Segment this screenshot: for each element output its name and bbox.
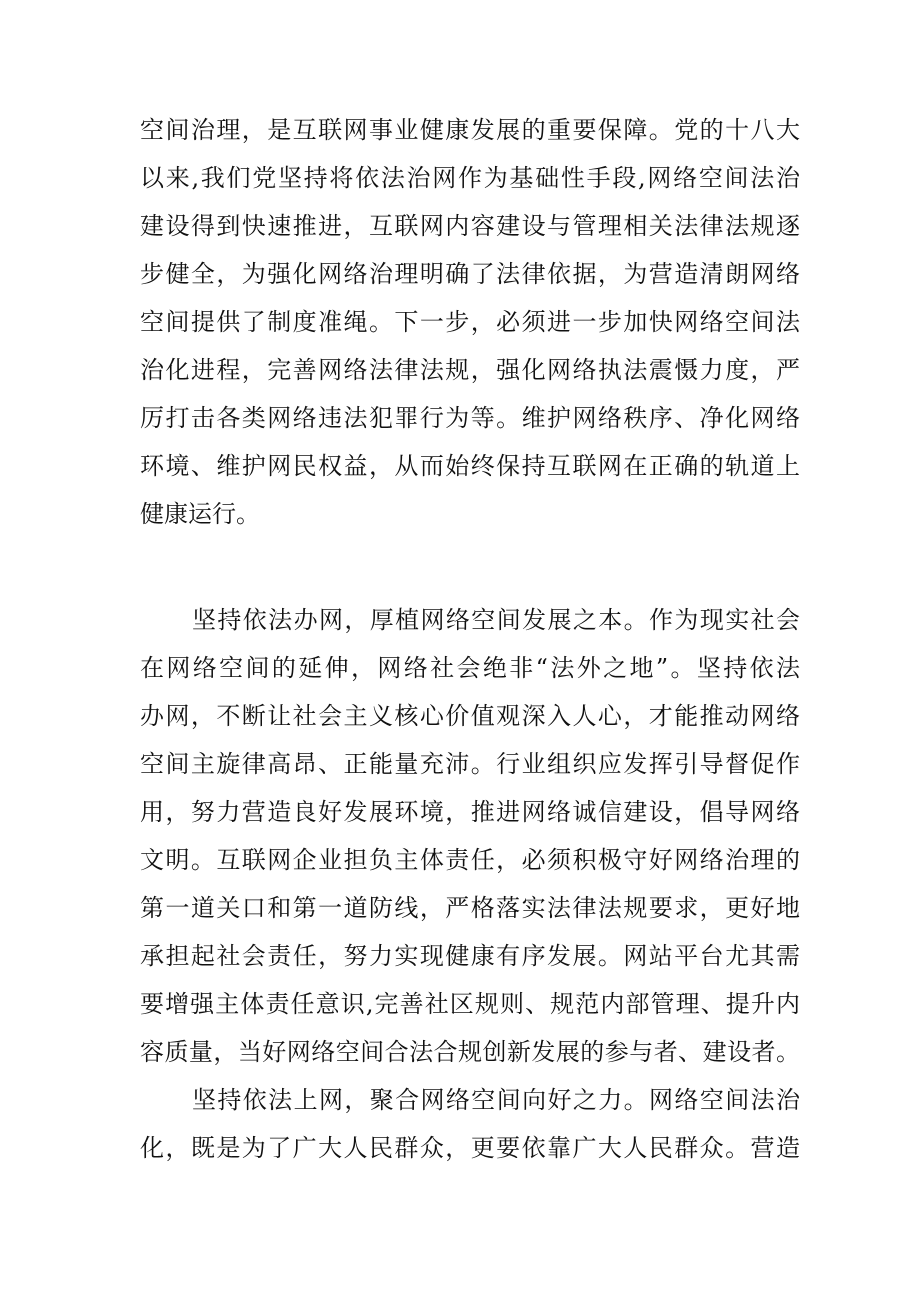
text-line: 要增强主体责任意识,完善社区规则、规范内部管理、提升内 — [140, 990, 800, 1018]
text-line: 健康运行。 — [140, 500, 260, 528]
text-line: 厉打击各类网络违法犯罪行为等。维护网络秩序、净化网络 — [140, 404, 800, 432]
text-line: 办网，不断让社会主义核心价值观深入人心，才能推动网络 — [140, 702, 800, 730]
text-line: 建设得到快速推进，互联网内容建设与管理相关法律法规逐 — [140, 212, 800, 240]
text-line: 环境、维护网民权益，从而始终保持互联网在正确的轨道上 — [140, 452, 800, 480]
text-line: 文明。互联网企业担负主体责任，必须积极守好网络治理的 — [140, 846, 800, 874]
text-line: 步健全，为强化网络治理明确了法律依据，为营造清朗网络 — [140, 260, 800, 288]
text-line: 承担起社会责任，努力实现健康有序发展。网站平台尤其需 — [140, 942, 800, 970]
paragraph-1 — [140, 106, 800, 538]
text-line: 容质量，当好网络空间合法合规创新发展的参与者、建设者。 — [140, 1038, 800, 1066]
text-line: 以来,我们党坚持将依法治网作为基础性手段,网络空间法治 — [140, 164, 800, 192]
text-line: 第一道关口和第一道防线，严格落实法律法规要求，更好地 — [140, 894, 800, 922]
text-line: 坚持依法上网，聚合网络空间向好之力。网络空间法治 — [192, 1086, 800, 1114]
text-line: 在网络空间的延伸，网络社会绝非“法外之地”。坚持依法 — [140, 654, 800, 682]
text-line: 化，既是为了广大人民群众，更要依靠广大人民群众。营造 — [140, 1134, 800, 1162]
paragraph-3 — [140, 1076, 800, 1172]
text-line: 空间提供了制度准绳。下一步，必须进一步加快网络空间法 — [140, 308, 800, 336]
text-line: 空间主旋律高昂、正能量充沛。行业组织应发挥引导督促作 — [140, 750, 800, 778]
text-line: 治化进程，完善网络法律法规，强化网络执法震慑力度，严 — [140, 356, 800, 384]
text-line: 坚持依法办网，厚植网络空间发展之本。作为现实社会 — [192, 606, 800, 634]
text-line: 用，努力营造良好发展环境，推进网络诚信建设，倡导网络 — [140, 798, 800, 826]
text-line: 空间治理，是互联网事业健康发展的重要保障。党的十八大 — [140, 116, 800, 144]
paragraph-2 — [140, 596, 800, 1076]
